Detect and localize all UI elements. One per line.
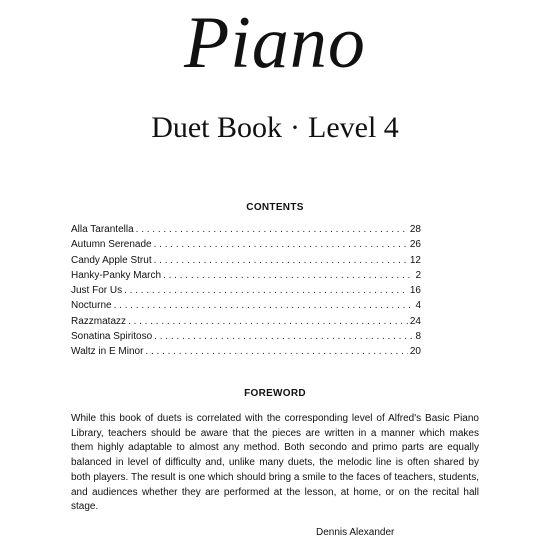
book-subtitle	[0, 110, 550, 146]
toc-entry	[71, 344, 421, 359]
toc-entry-title: Autumn Serenade	[71, 239, 152, 251]
subtitle-level: Level 4	[308, 111, 399, 144]
toc-entry-page: 4	[415, 300, 421, 312]
toc-entry-title: Hanky-Panky March	[71, 269, 162, 281]
toc-dot-leader	[128, 314, 408, 329]
toc-entry	[71, 314, 421, 329]
subtitle-duet-book: Duet Book	[151, 111, 283, 144]
toc-entry-page: 12	[409, 254, 421, 266]
toc-entry-page: 8	[415, 331, 421, 343]
toc-entry-title: Candy Apple Strut	[71, 254, 152, 266]
toc-dot-leader	[163, 268, 413, 283]
toc-dot-leader	[154, 237, 408, 252]
table-of-contents	[71, 222, 421, 360]
foreword-heading: FOREWORD	[244, 388, 306, 399]
toc-dot-leader	[124, 283, 408, 298]
toc-entry	[71, 237, 421, 252]
toc-entry	[71, 283, 421, 298]
toc-entry-page: 20	[409, 346, 421, 358]
toc-entry-title: Alla Tarantella	[71, 224, 134, 235]
toc-dot-leader	[114, 298, 414, 313]
toc-entry-page: 28	[409, 224, 421, 235]
toc-dot-leader	[136, 222, 408, 237]
toc-entry	[71, 222, 421, 237]
toc-entry-page: 2	[415, 269, 421, 281]
book-title: Piano	[184, 2, 366, 84]
subtitle-separator: ·	[290, 111, 301, 144]
toc-entry-title: Just For Us	[71, 285, 123, 297]
toc-entry	[71, 329, 421, 344]
toc-entry-page: 16	[409, 285, 421, 297]
toc-entry-title: Waltz in E Minor	[71, 346, 144, 358]
foreword-paragraph: While this book of duets is correlated with the corresponding level of Alfred's Basic Piano Library, teachers should be aware that the pieces are written in a manner which makes them highly adaptable to almost any method. Both secondo and primo parts are equally balanced in level of difficulty and, unlike many duets, the melodic line is often shared by both players. The result is one which should bring a smile to the faces of teachers, students, and audiences whether they are performed at the lesson, at home, or on the recital hall stage.	[71, 413, 479, 513]
toc-entry	[71, 268, 421, 283]
toc-entry-page: 24	[409, 315, 421, 327]
toc-entry-page: 26	[409, 239, 421, 251]
toc-entry	[71, 298, 421, 313]
author-signature: Dennis Alexander	[316, 527, 395, 538]
contents-heading: CONTENTS	[246, 202, 304, 213]
toc-entry	[71, 253, 421, 268]
toc-dot-leader	[154, 253, 408, 268]
toc-entry-title: Sonatina Spiritoso	[71, 331, 153, 343]
toc-dot-leader	[154, 329, 413, 344]
toc-entry-title: Nocturne	[71, 300, 112, 312]
toc-dot-leader	[145, 344, 407, 359]
toc-entry-title: Razzmatazz	[71, 315, 127, 327]
